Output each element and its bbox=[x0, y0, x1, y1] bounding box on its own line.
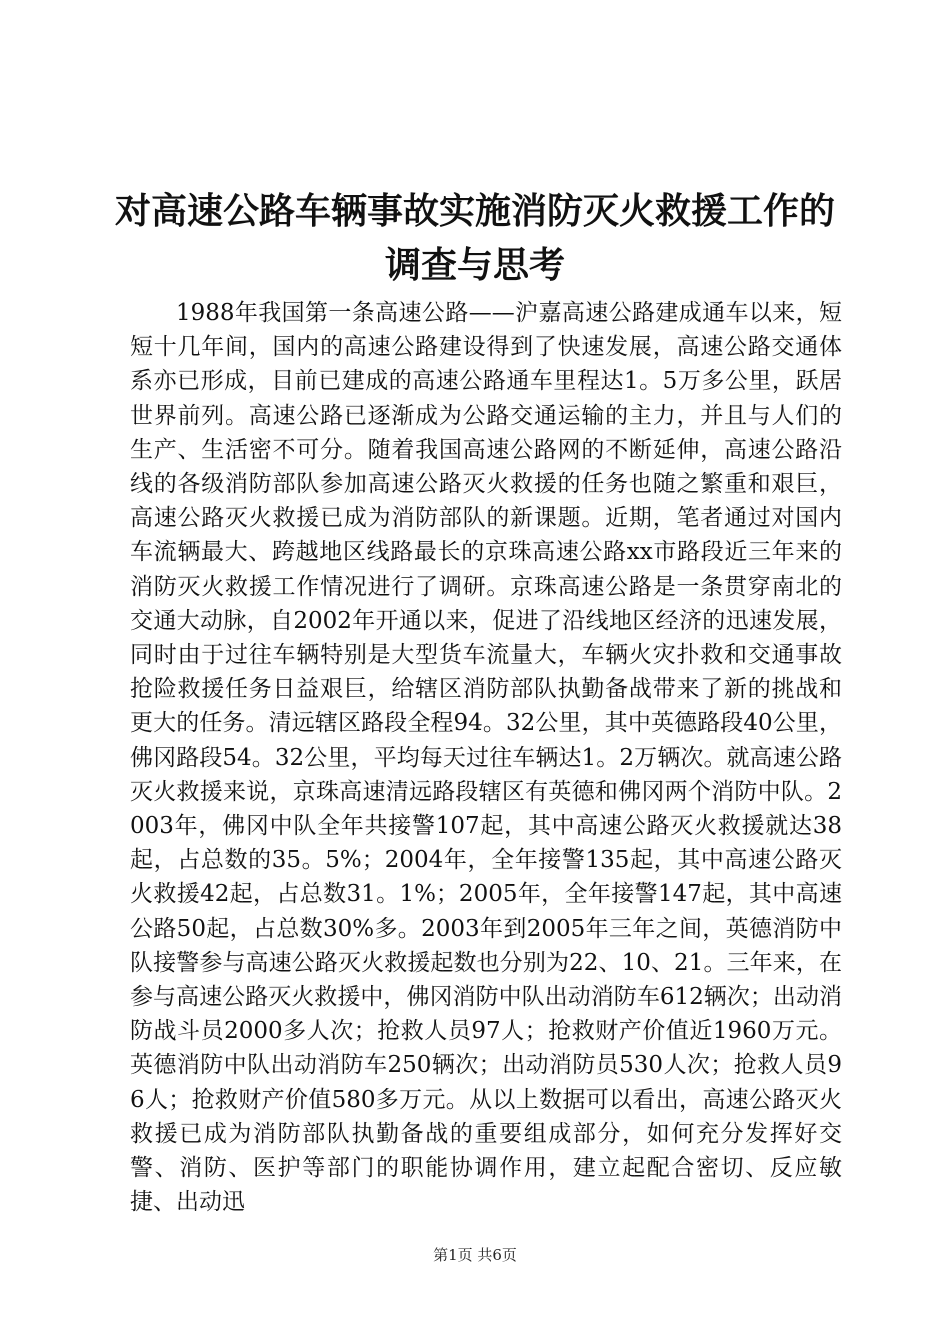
body-paragraph: 1988年我国第一条高速公路——沪嘉高速公路建成通车以来，短短十几年间，国内的高速公路建设得到了快速发展，高速公路交通体系亦已形成，目前已建成的高速公路通车里程达1。5万多公里，跃居世界前列。高速公路已逐渐成为公路交通运输的主力，并且与人们的生产、生活密不可分。随着我国高速公路网的不断延伸，高速公路沿线的各级消防部队参加高速公路灭火救援的任务也随之繁重和艰巨，高速公路灭火救援已成为消防部队的新课题。近期，笔者通过对国内车流辆最大、跨越地区线路最长的京珠高速公路xx市路段近三年来的消防灭火救援工作情况进行了调研。京珠高速公路是一条贯穿南北的交通大动脉，自2002年开通以来，促进了沿线地区经济的迅速发展，同时由于过往车辆特别是大型货车流量大，车辆火灾扑救和交通事故抢险救援任务日益艰巨，给辖区消防部队执勤备战带来了新的挑战和更大的任务。清远辖区路段全程94。32公里，其中英德路段40公里，佛冈路段54。32公里，平均每天过往车辆达1。2万辆次。就高速公路灭火救援来说，京珠高速清远路段辖区有英德和佛冈两个消防中队。2003年，佛冈中队全年共接警107起，其中高速公路灭火救援就达38起，占总数的35。5%；2004年，全年接警135起，其中高速公路灭火救援42起，占总数31。1%；2005年，全年接警147起，其中高速公路50起，占总数30%多。2003年到2005年三年之间，英德消防中队接警参与高速公路灭火救援起数也分别为22、10、21。三年来，在参与高速公路灭火救援中，佛冈消防中队出动消防车612辆次；出动消防战斗员2000多人次；抢救人员97人；抢救财产价值近1960万元。英德消防中队出动消防车250辆次；出动消防员530人次；抢救人员96人；抢救财产价值580多万元。从以上数据可以看出，高速公路灭火救援已成为消防部队执勤备战的重要组成部分，如何充分发挥好交警、消防、医护等部门的职能协调作用，建立起配合密切、反应敏捷、出动迅 bbox=[130, 300, 842, 1216]
page-number: 第1页 共6页 bbox=[433, 1246, 517, 1264]
document-title-line-1: 对高速公路车辆事故实施消防灭火救援工作的 bbox=[114, 191, 835, 232]
document-title-line-2: 调查与思考 bbox=[384, 245, 565, 286]
